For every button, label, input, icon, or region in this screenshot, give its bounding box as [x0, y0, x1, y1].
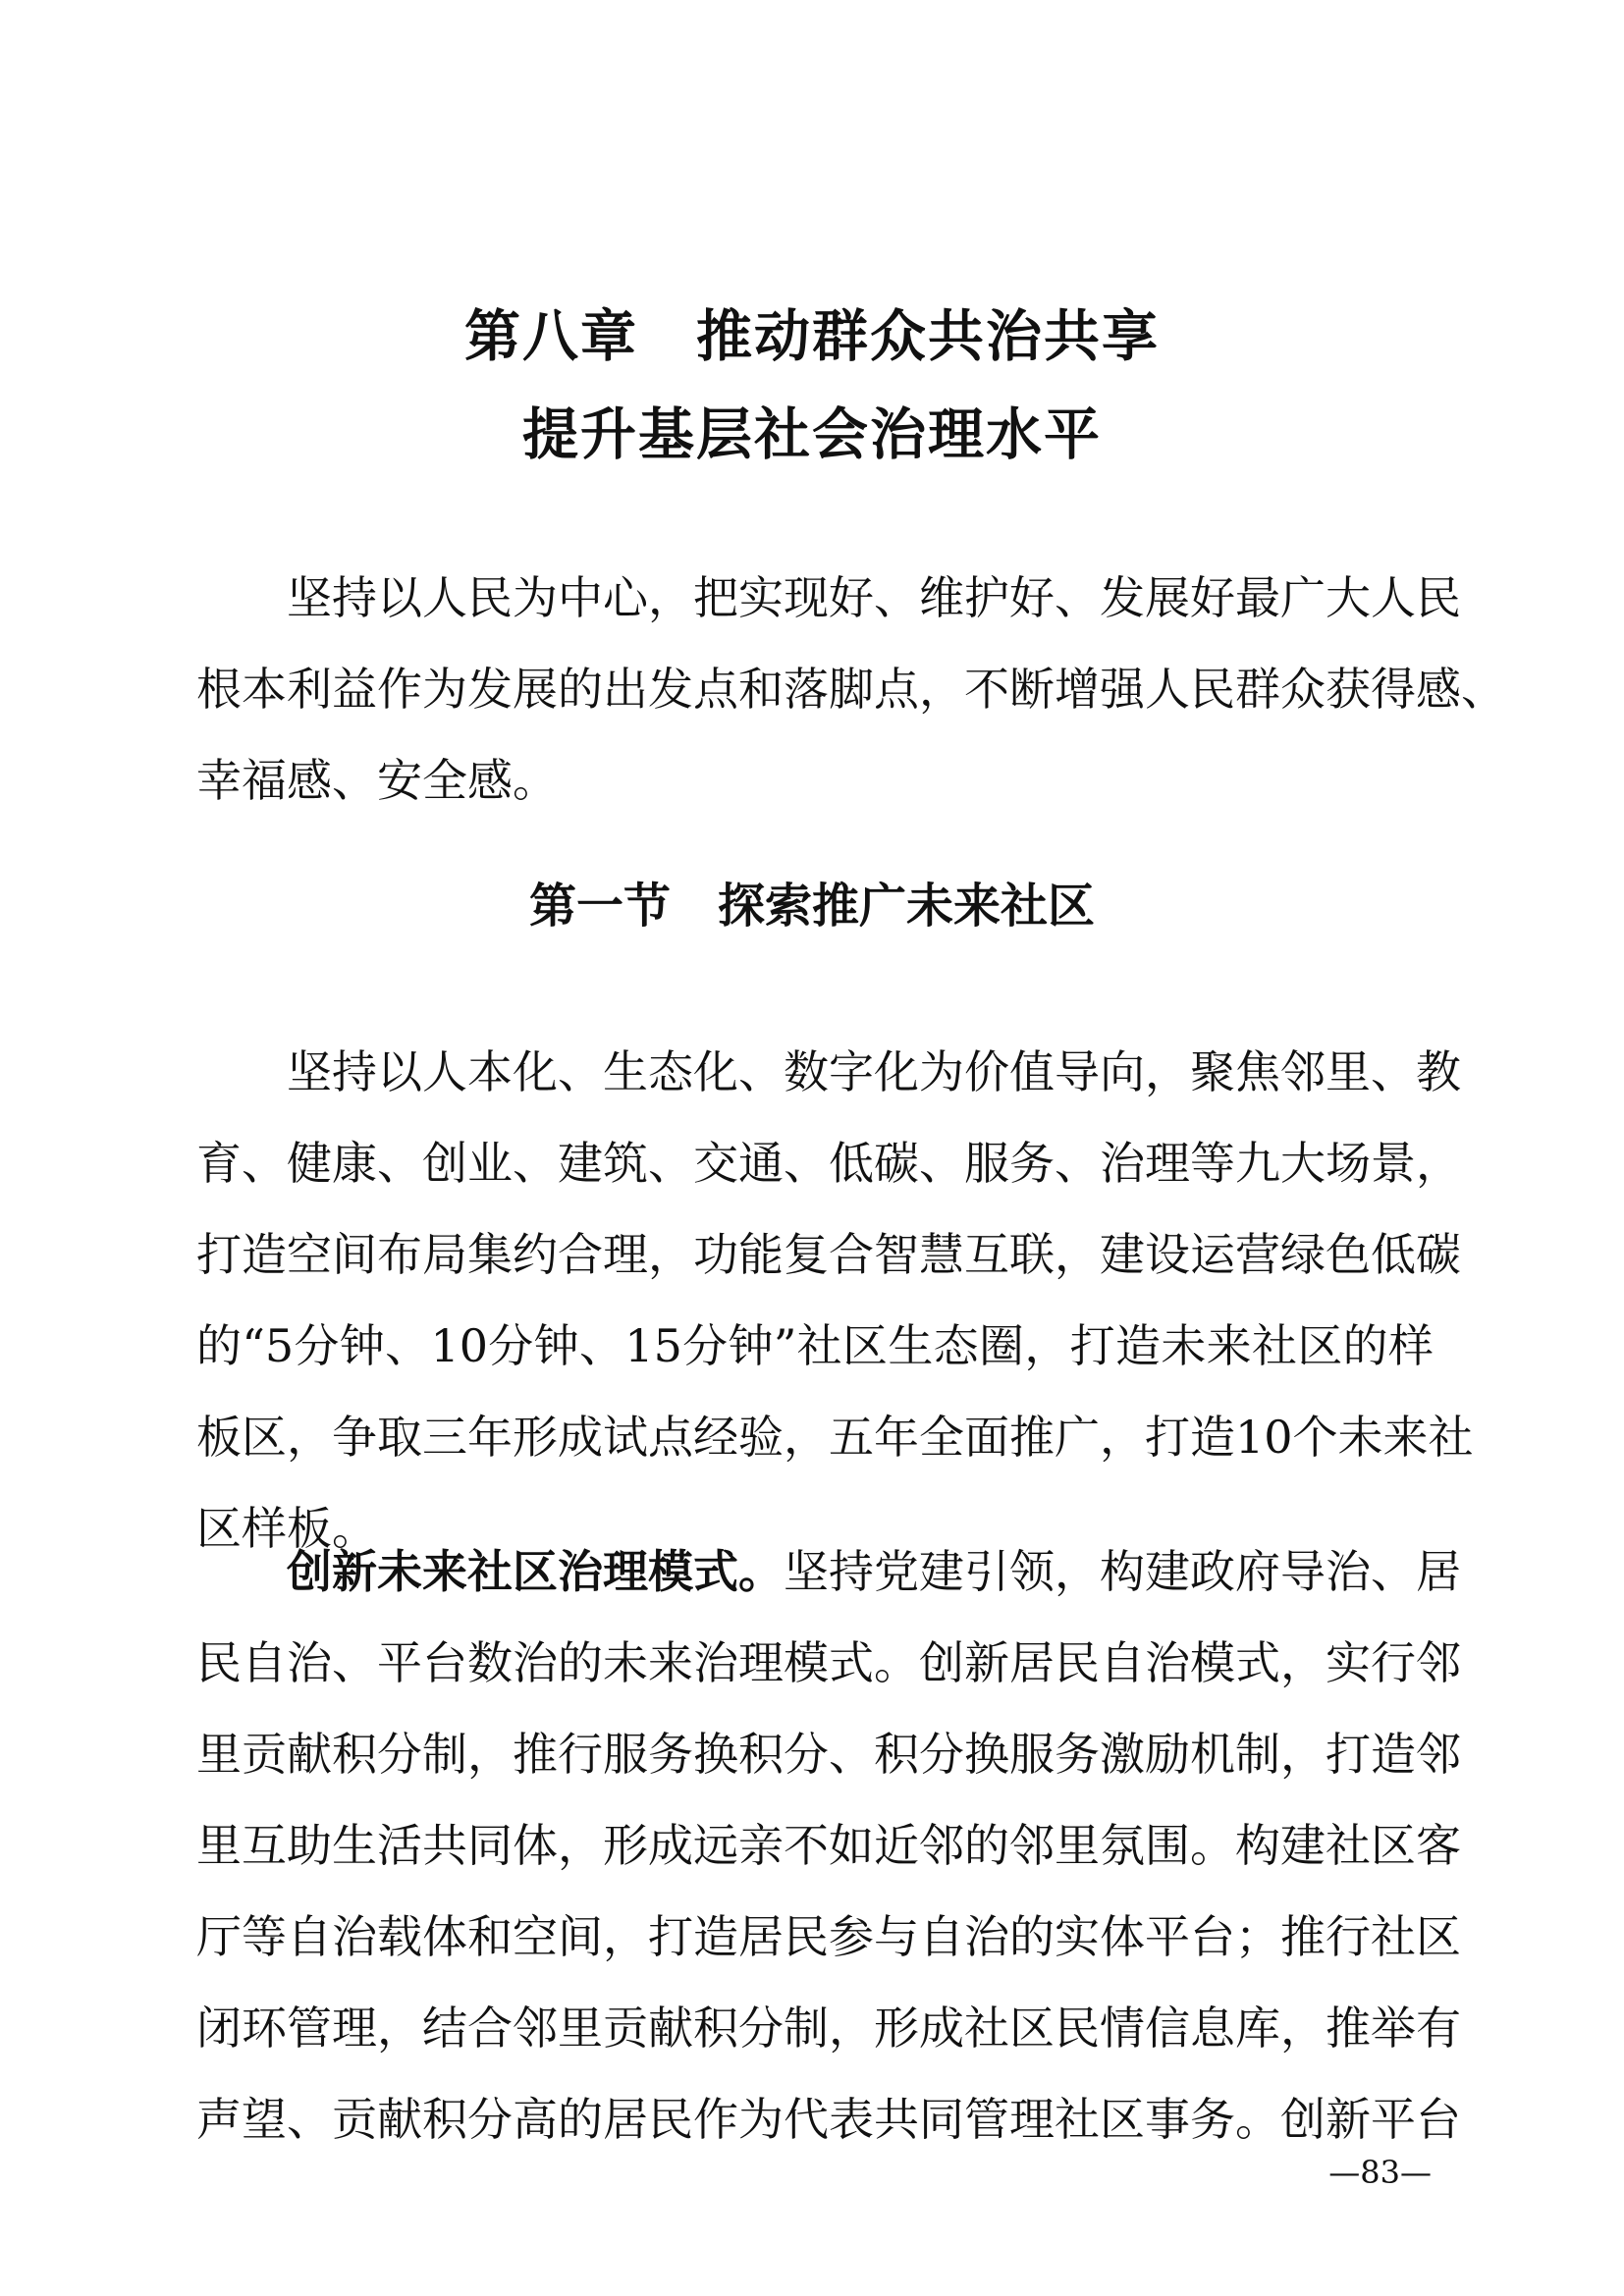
paragraph-line: 的“5分钟、10分钟、15分钟”社区生态圈，打造未来社区的样	[196, 1319, 1434, 1372]
paragraph-line: 区样板。	[196, 1502, 377, 1555]
paragraph-line: 闭环管理，结合邻里贡献积分制，形成社区民情信息库，推举有	[196, 2002, 1461, 2055]
paragraph-future-community	[196, 1027, 1474, 1575]
paragraph-line: 里互助生活共同体，形成远亲不如近邻的邻里氛围。构建社区客	[196, 1819, 1461, 1872]
paragraph-governance-model	[196, 1526, 1461, 2165]
paragraph-line-rest: 坚持党建引领，构建政府导治、居	[784, 1545, 1461, 1598]
paragraph-line: 育、健康、创业、建筑、交通、低碳、服务、治理等九大场景，	[196, 1137, 1461, 1190]
paragraph-line: 厅等自治载体和空间，打造居民参与自治的实体平台；推行社区	[196, 1910, 1461, 1963]
chapter-title-line2: 提升基层社会治理水平	[522, 401, 1102, 467]
paragraph-line: 幸福感、安全感。	[196, 754, 558, 807]
intro-paragraph	[196, 553, 1506, 827]
section-title: 第一节 探索推广未来社区	[528, 879, 1095, 934]
paragraph-line: 打造空间布局集约合理，功能复合智慧互联，建设运营绿色低碳	[196, 1228, 1461, 1281]
paragraph-line: 里贡献积分制，推行服务换积分、积分换服务激励机制，打造邻	[196, 1728, 1461, 1781]
paragraph-line: 声望、贡献积分高的居民作为代表共同管理社区事务。创新平台	[196, 2093, 1461, 2146]
paragraph-line: 板区，争取三年形成试点经验，五年全面推广，打造10个未来社	[196, 1411, 1474, 1464]
paragraph-lead-bold: 创新未来社区治理模式。	[287, 1545, 784, 1598]
paragraph-line: 根本利益作为发展的出发点和落脚点，不断增强人民群众获得感、	[196, 663, 1506, 716]
paragraph-line: 坚持以人民为中心，把实现好、维护好、发展好最广大人民	[287, 571, 1461, 624]
chapter-title-line1: 第八章 推动群众共治共享	[464, 303, 1160, 369]
page-number: —83—	[1328, 2154, 1432, 2191]
paragraph-first-line	[196, 1526, 1461, 1618]
paragraph-line: 坚持以人本化、生态化、数字化为价值导向，聚焦邻里、教	[287, 1045, 1461, 1098]
paragraph-line: 民自治、平台数治的未来治理模式。创新居民自治模式，实行邻	[196, 1636, 1461, 1689]
